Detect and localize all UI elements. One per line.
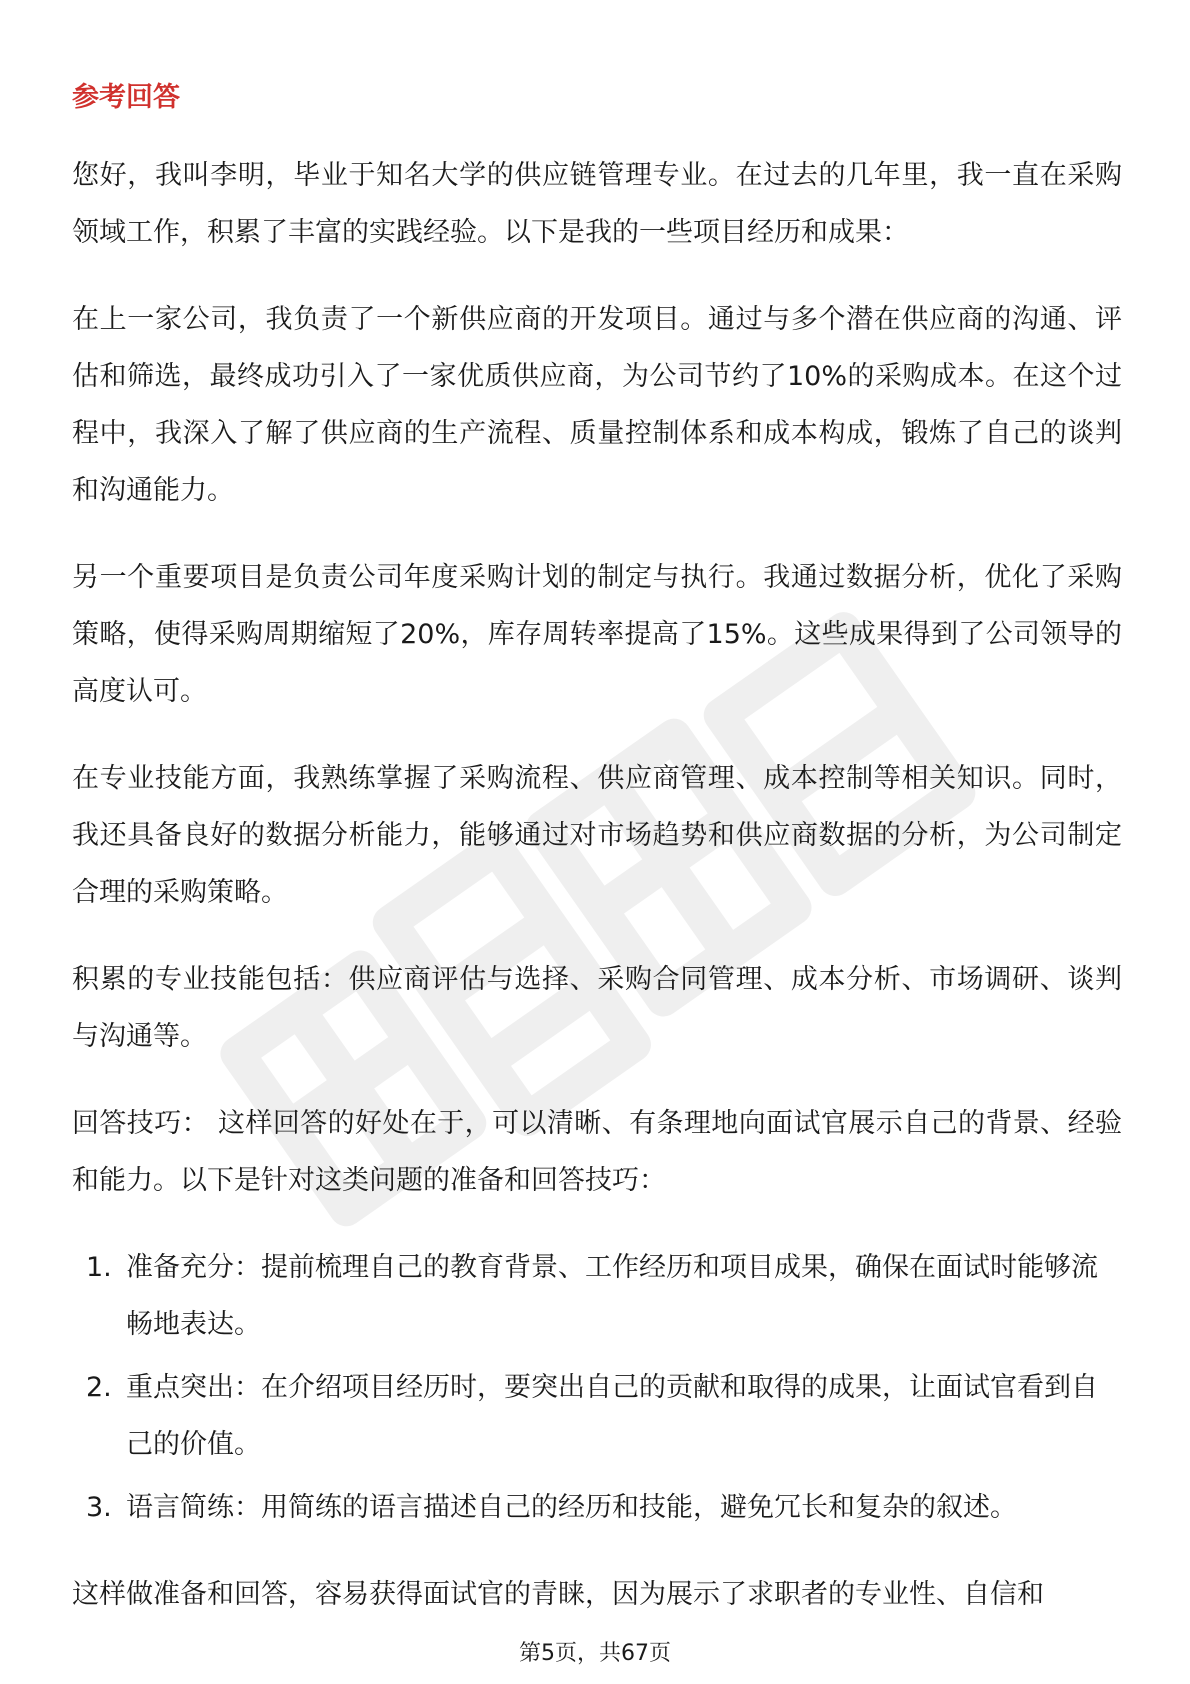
list-number: 3. [86,1492,112,1524]
list-text: 语言简练：用简练的语言描述自己的经历和技能，避免冗长和复杂的叙述。 [126,1492,1017,1524]
paragraph-skills: 在专业技能方面，我熟练掌握了采购流程、供应商管理、成本控制等相关知识。同时，我还具备良好的数据分析能力，能够通过对市场趋势和供应商数据的分析，为公司制定合理的采购策略。 [72,763,1122,909]
paragraph-purchase-plan: 另一个重要项目是负责公司年度采购计划的制定与执行。我通过数据分析，优化了采购策略，使得采购周期缩短了20%，库存周转率提高了15%。这些成果得到了公司领导的高度认可。 [72,562,1122,708]
list-text: 准备充分：提前梳理自己的教育背景、工作经历和项目成果，确保在面试时能够流畅地表达。 [126,1252,1098,1341]
list-item [72,1479,1122,1536]
paragraph-intro: 您好，我叫李明，毕业于知名大学的供应链管理专业。在过去的几年里，我一直在采购领域工作，积累了丰富的实践经验。以下是我的一些项目经历和成果： [72,160,1122,249]
list-item [72,1359,1122,1473]
page-footer: 第5页，共67页 [519,1641,671,1666]
paragraph-supplier-project: 在上一家公司，我负责了一个新供应商的开发项目。通过与多个潜在供应商的沟通、评估和筛选，最终成功引入了一家优质供应商，为公司节约了10%的采购成本。在这个过程中，我深入了解了供应商的生产流程、质量控制体系和成本构成，锻炼了自己的谈判和沟通能力。 [72,304,1122,507]
document-page [72,80,1122,1653]
tips-list [72,1239,1122,1536]
paragraph-closing: 这样做准备和回答，容易获得面试官的青睐，因为展示了求职者的专业性、自信和 [72,1579,1044,1611]
paragraph-answer-tips: 回答技巧： 这样回答的好处在于，可以清晰、有条理地向面试官展示自己的背景、经验和能力。以下是针对这类问题的准备和回答技巧： [72,1108,1122,1197]
list-text: 重点突出：在介绍项目经历时，要突出自己的贡献和取得的成果，让面试官看到自己的价值。 [126,1372,1098,1461]
list-number: 2. [86,1372,112,1404]
paragraph-skill-list: 积累的专业技能包括：供应商评估与选择、采购合同管理、成本分析、市场调研、谈判与沟通等。 [72,964,1122,1053]
section-title: 参考回答 [72,82,180,113]
list-number: 1. [86,1252,112,1284]
list-item [72,1239,1122,1353]
